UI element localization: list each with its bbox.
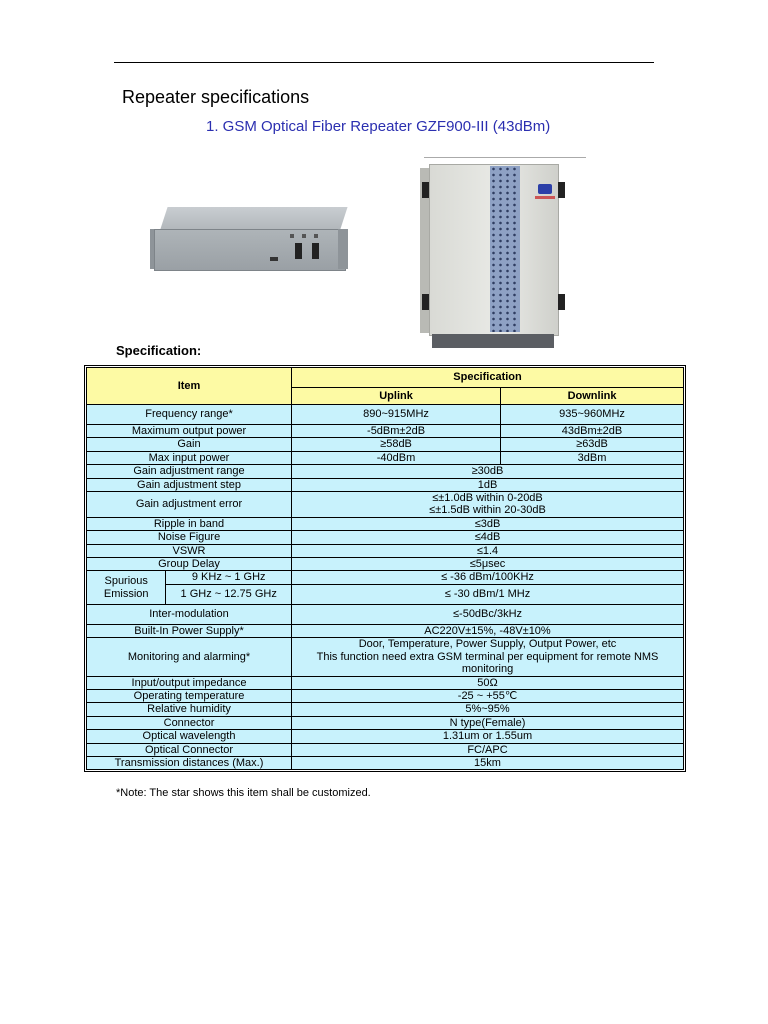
row-item: Optical Connector [87,743,292,756]
row-item: Gain adjustment error [87,492,292,518]
spurious-value: ≤ -30 dBm/1 MHz [292,584,684,604]
value-line: Door, Temperature, Power Supply, Output Power, etc [358,638,617,651]
table-row [87,544,684,557]
table-row [87,531,684,544]
row-uplink: ≥58dB [292,438,501,451]
table-row [87,492,684,518]
row-downlink: 43dBm±2dB [501,425,684,438]
header-specification: Specification [292,368,684,388]
row-item: Ripple in band [87,517,292,530]
row-item: Max input power [87,451,292,464]
table-row [87,624,684,637]
row-uplink: -5dBm±2dB [292,425,501,438]
row-item: Transmission distances (Max.) [87,756,292,769]
spurious-range: 1 GHz ~ 12.75 GHz [166,584,292,604]
row-item: Gain adjustment range [87,465,292,478]
row-value: ≤3dB [292,517,684,530]
table-row [87,451,684,464]
label-line: Spurious [104,575,148,588]
table-row [87,584,684,604]
spurious-range: 9 KHz ~ 1 GHz [166,571,292,584]
row-item: Gain adjustment step [87,478,292,491]
image-divider [424,157,586,158]
table-row [87,604,684,624]
header-rule [114,62,654,63]
row-value: ≤4dB [292,531,684,544]
row-item: Group Delay [87,558,292,571]
row-item: Noise Figure [87,531,292,544]
header-uplink: Uplink [292,388,501,405]
table-row [87,756,684,769]
row-value: FC/APC [292,743,684,756]
row-uplink: -40dBm [292,451,501,464]
row-value: ≤1.4 [292,544,684,557]
table-row [87,676,684,689]
specification-label: Specification: [116,343,202,358]
row-value: 50Ω [292,676,684,689]
table-row [87,571,684,584]
row-value: 1.31um or 1.55um [292,730,684,743]
row-item: Operating temperature [87,689,292,702]
row-item: VSWR [87,544,292,557]
spurious-label [87,571,166,604]
spurious-value: ≤ -36 dBm/100KHz [292,571,684,584]
row-value: N type(Female) [292,716,684,729]
row-downlink: ≥63dB [501,438,684,451]
table-row [87,517,684,530]
row-uplink: 890~915MHz [292,405,501,425]
value-line: monitoring [461,663,514,676]
value-line: ≤±1.0dB within 0-20dB [432,492,543,505]
row-item: Built-In Power Supply* [87,624,292,637]
table-row [87,689,684,702]
row-value: ≤-50dBc/3kHz [292,604,684,624]
table-row [87,743,684,756]
header-downlink: Downlink [501,388,684,405]
row-value: ≥30dB [292,465,684,478]
product-subtitle: 1. GSM Optical Fiber Repeater GZF900-III (43dBm) [206,118,551,135]
rack-unit-photo [150,207,348,269]
table-header-row [87,368,684,388]
table-row [87,638,684,676]
row-downlink: 935~960MHz [501,405,684,425]
page-title: Repeater specifications [122,87,310,107]
row-item: Input/output impedance [87,676,292,689]
table-row [87,405,684,425]
row-item: Inter-modulation [87,604,292,624]
value-line: ≤±1.5dB within 20-30dB [429,504,546,517]
row-value: 15km [292,756,684,769]
row-item: Frequency range* [87,405,292,425]
table-row [87,716,684,729]
row-value: -25 ~ +55℃ [292,689,684,702]
row-item: Optical wavelength [87,730,292,743]
footnote: *Note: The star shows this item shall be customized. [116,787,371,799]
row-item: Connector [87,716,292,729]
row-item: Maximum output power [87,425,292,438]
row-value [292,492,684,518]
table-row [87,730,684,743]
outdoor-cabinet-photo [420,164,575,349]
row-item: Gain [87,438,292,451]
row-value: AC220V±15%, -48V±10% [292,624,684,637]
value-line: This function need extra GSM terminal per equipment for remote NMS [316,650,659,663]
table-row [87,465,684,478]
row-value: 1dB [292,478,684,491]
spec-table [84,365,686,772]
row-downlink: 3dBm [501,451,684,464]
table-row [87,438,684,451]
table-row [87,425,684,438]
row-item: Relative humidity [87,703,292,716]
row-value [292,638,684,676]
table-row [87,558,684,571]
row-item: Monitoring and alarming* [87,638,292,676]
row-value: ≤5μsec [292,558,684,571]
row-value: 5%~95% [292,703,684,716]
table-row [87,478,684,491]
table-row [87,703,684,716]
label-line: Emission [103,587,149,600]
header-item: Item [87,368,292,405]
